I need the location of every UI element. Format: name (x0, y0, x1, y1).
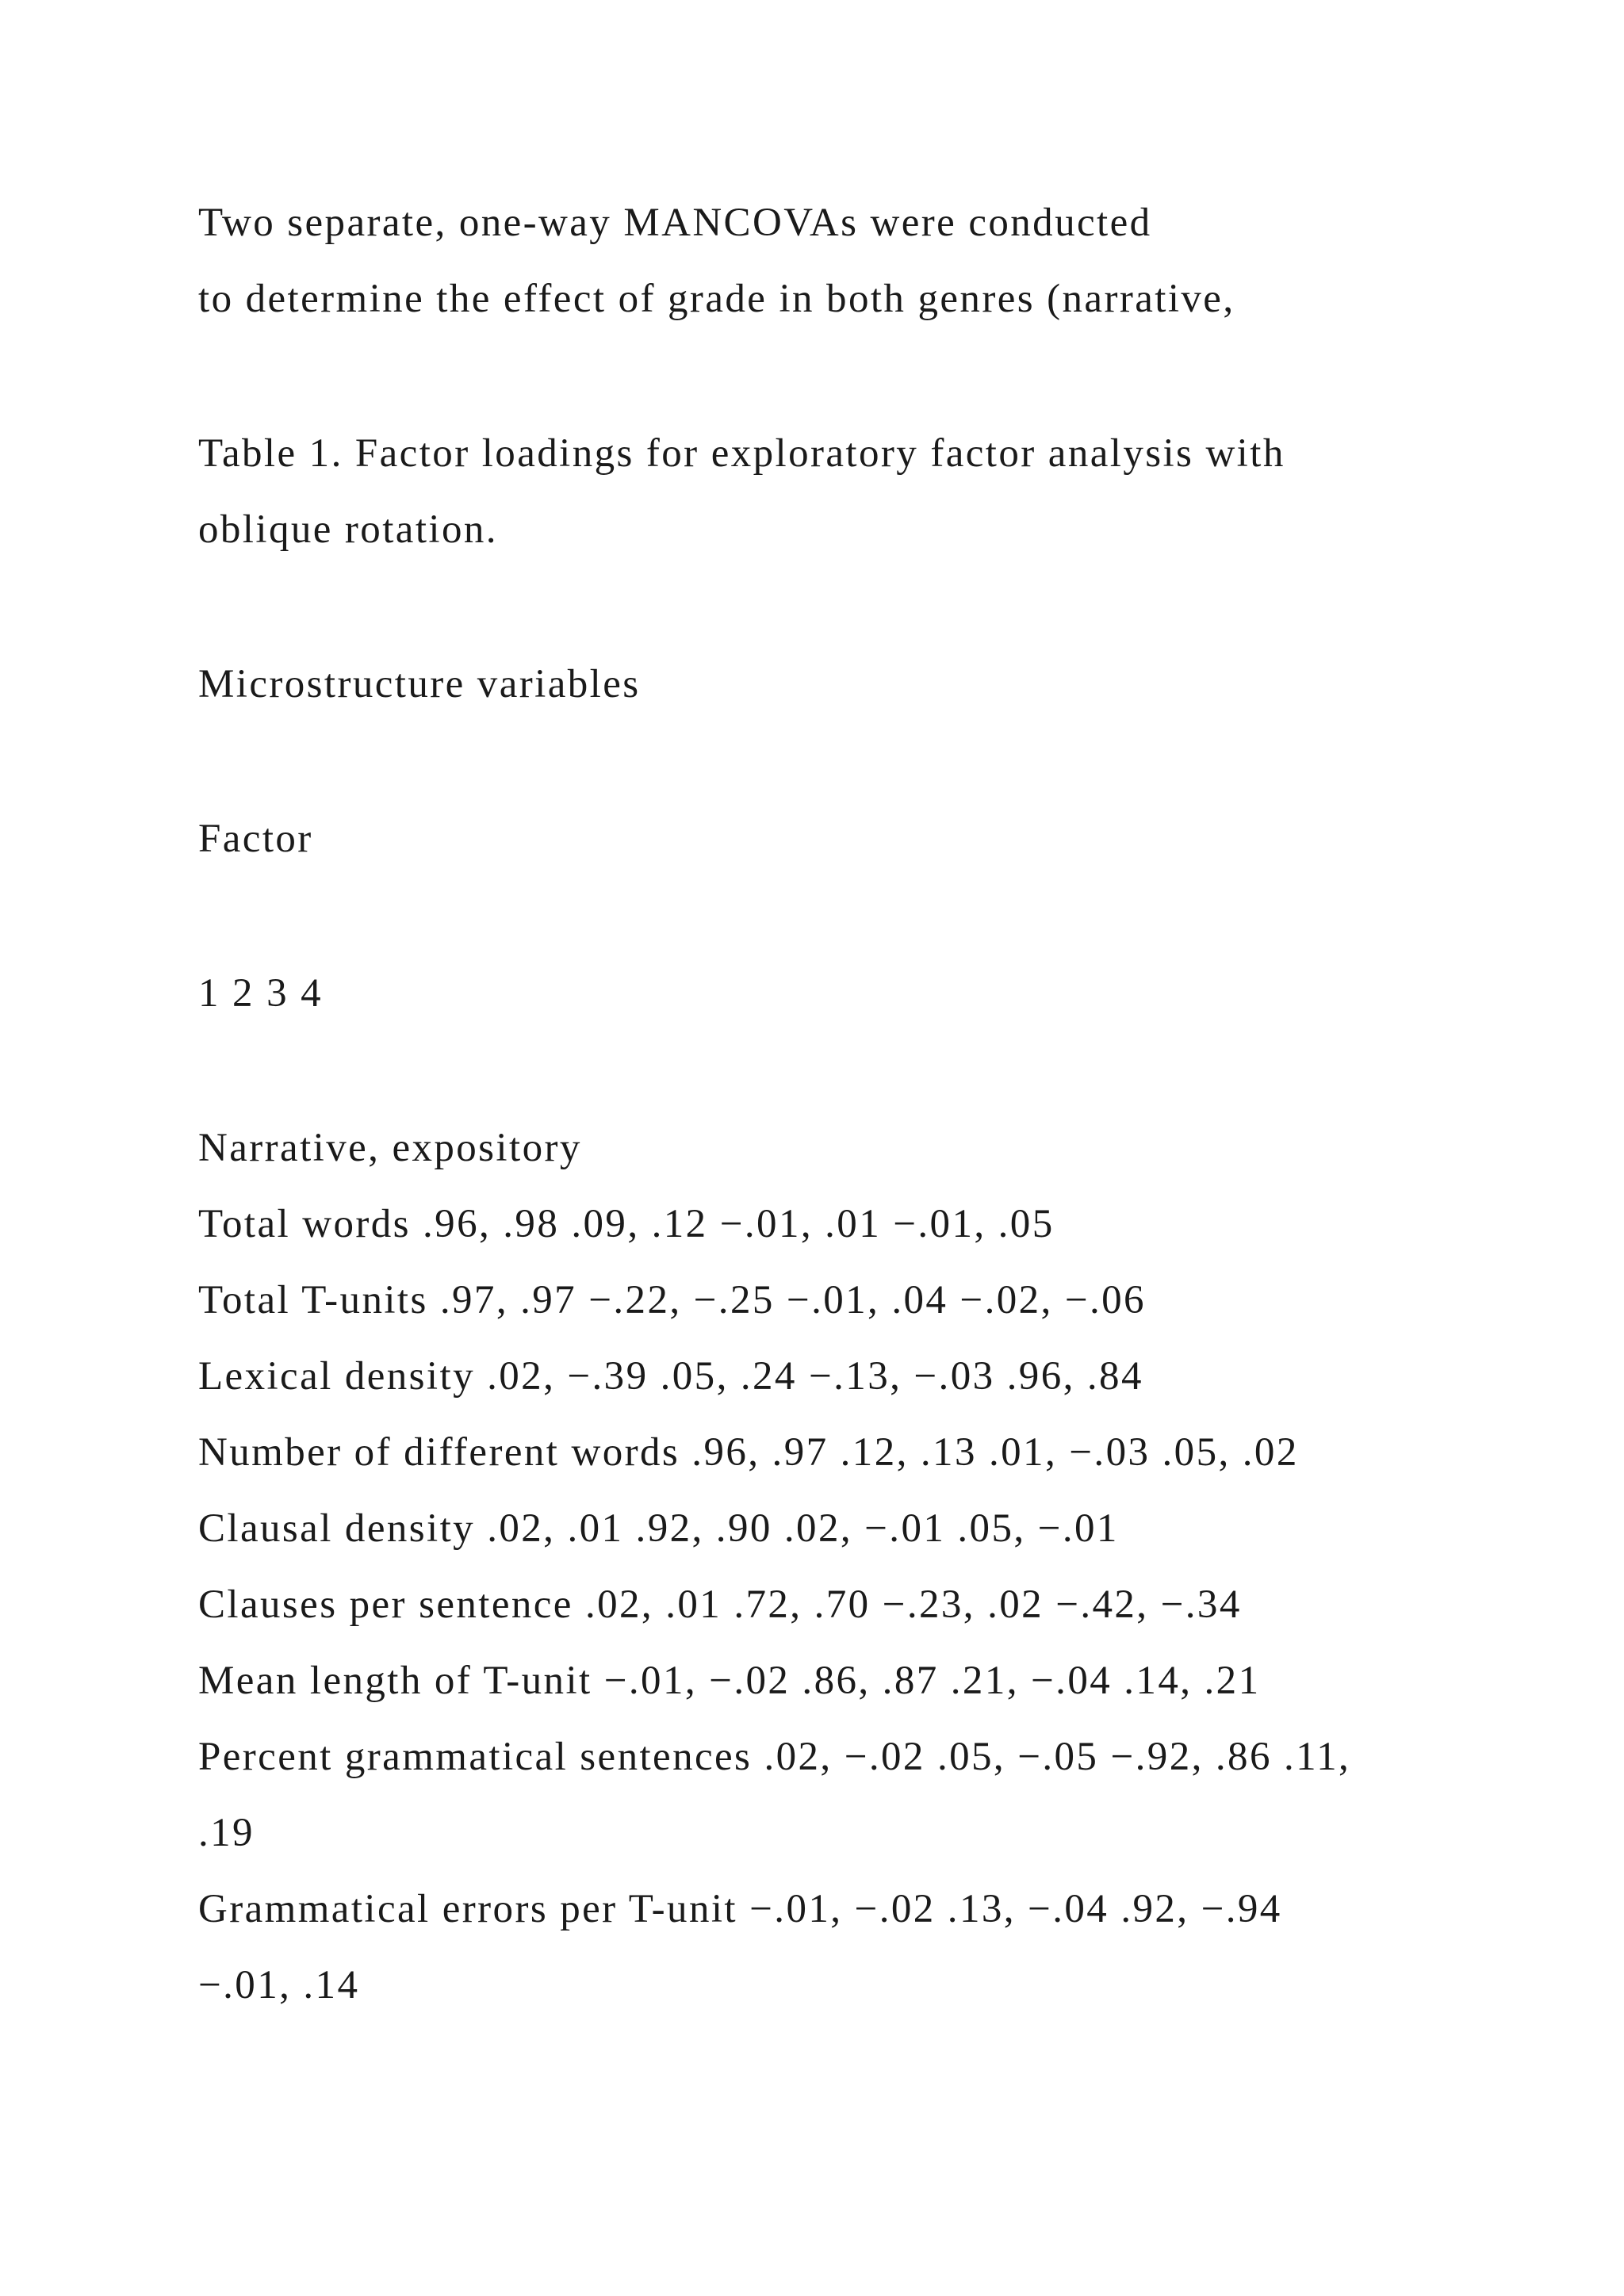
intro-line-1: Two separate, one-way MANCOVAs were conducted (198, 201, 1152, 245)
table-caption-line-1: Table 1. Factor loadings for exploratory factor analysis with (198, 431, 1285, 476)
table-row: Grammatical errors per T-unit −.01, −.02 .13, −.04 .92, −.94 (198, 1887, 1282, 1931)
genre-header: Narrative, expository (198, 1126, 582, 1170)
table-row: Percent grammatical sentences .02, −.02 .05, −.05 −.92, .86 .11, (198, 1735, 1351, 1779)
table-row-continuation: .19 (198, 1811, 255, 1855)
intro-line-2: to determine the effect of grade in both genres (narrative, (198, 277, 1235, 321)
table-row: Number of different words .96, .97 .12, .13 .01, −.03 .05, .02 (198, 1430, 1299, 1475)
table-row: Clauses per sentence .02, .01 .72, .70 −.23, .02 −.42, −.34 (198, 1582, 1242, 1627)
variables-header: Microstructure variables (198, 662, 641, 706)
table-row: Mean length of T-unit −.01, −.02 .86, .87 .21, −.04 .14, .21 (198, 1659, 1261, 1703)
table-row: Lexical density .02, −.39 .05, .24 −.13, −.03 .96, .84 (198, 1354, 1143, 1399)
table-caption-line-2: oblique rotation. (198, 507, 498, 552)
table-row: Clausal density .02, .01 .92, .90 .02, −.01 .05, −.01 (198, 1506, 1119, 1551)
factor-header: Factor (198, 817, 313, 861)
table-row-continuation: −.01, .14 (198, 1963, 360, 2007)
table-row: Total T-units .97, .97 −.22, −.25 −.01, .04 −.02, −.06 (198, 1278, 1146, 1322)
factor-numbers: 1 2 3 4 (198, 971, 324, 1016)
table-row: Total words .96, .98 .09, .12 −.01, .01 −.01, .05 (198, 1202, 1055, 1246)
